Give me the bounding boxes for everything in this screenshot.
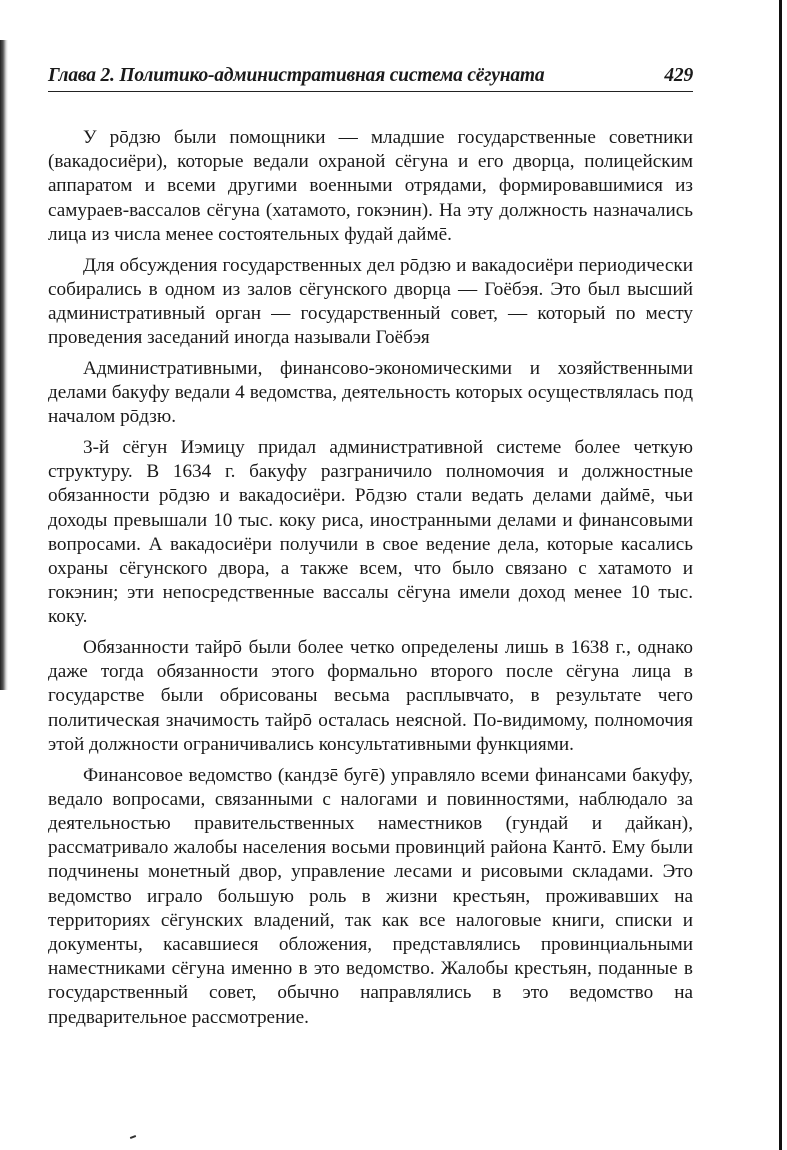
page-edge-shadow [0,40,8,690]
paragraph: 3-й сёгун Иэмицу придал административной системе более четкую структуру. В 1634 г. бакуфу разграничило полномочия и должностные обязанности рōдзю и вакадосиёри. Рōдзю стали ведать делами даймē, чьи доходы превышали 10 тыс. коку риса, иностранными делами и финансовыми вопросами. А вакадосиёри получили в свое ведение дела, которые касались охраны сёгунского двора, а также всем, что было связано с хатамото и гокэнин; эти непосредственные вассалы сёгуна имели доход менее 10 тыс. коку. [48,436,693,628]
chapter-title: Глава 2. Политико-административная система сёгуната [48,65,545,86]
body-text [48,126,693,1036]
scan-speck [130,1135,136,1139]
running-header [48,60,693,92]
paragraph: Обязанности тайрō были более четко определены лишь в 1638 г., однако даже тогда обязанности этого формально второго после сёгуна лица в государстве были обрисованы весьма расплывчато, в результате чего политическая значимость тайрō осталась неясной. По-видимому, полномочия этой должности ограничивались консультативными функциями. [48,637,693,755]
page-edge-bar [779,0,782,1150]
paragraph: Для обсуждения государственных дел рōдзю и вакадосиёри периодически собирались в одном из залов сёгунского дворца — Гоёбэя. Это был высший административный орган — государственный совет, — который по месту проведения заседаний иногда называли Гоёбэя [48,254,693,349]
paragraph: Финансовое ведомство (кандзē бугē) управляло всеми финансами бакуфу, ведало вопросами, связанными с налогами и повинностями, наблюдало за деятельностью правительственных наместников (гундай и дайкан), рассматривало жалобы населения восьми провинций района Кантō. Ему были подчинены монетный двор, управление лесами и рисовыми складами. Это ведомство играло большую роль в жизни крестьян, проживавших на территориях сёгунских владений, так как все налоговые книги, списки и документы, касавшиеся обложения, представлялись провинциальными наместниками сёгуна именно в это ведомство. Жалобы крестьян, поданные в государственный совет, обычно направлялись в это ведомство на предварительное рассмотрение. [48,764,693,1028]
page-number: 429 [664,65,693,86]
paragraph: У рōдзю были помощники — младшие государственные советники (вакадосиёри), которые ведали охраной сёгуна и его дворца, полицейским аппаратом и всеми другими военными отрядами, формировавшимися из самураев-вассалов сёгуна (хатамото, гокэнин). На эту должность назначались лица из числа менее состоятельных фудай даймē. [48,127,693,245]
paragraph: Административными, финансово-экономическими и хозяйственными делами бакуфу ведали 4 ведомства, деятельность которых осуществлялась под началом рōдзю. [48,357,693,428]
